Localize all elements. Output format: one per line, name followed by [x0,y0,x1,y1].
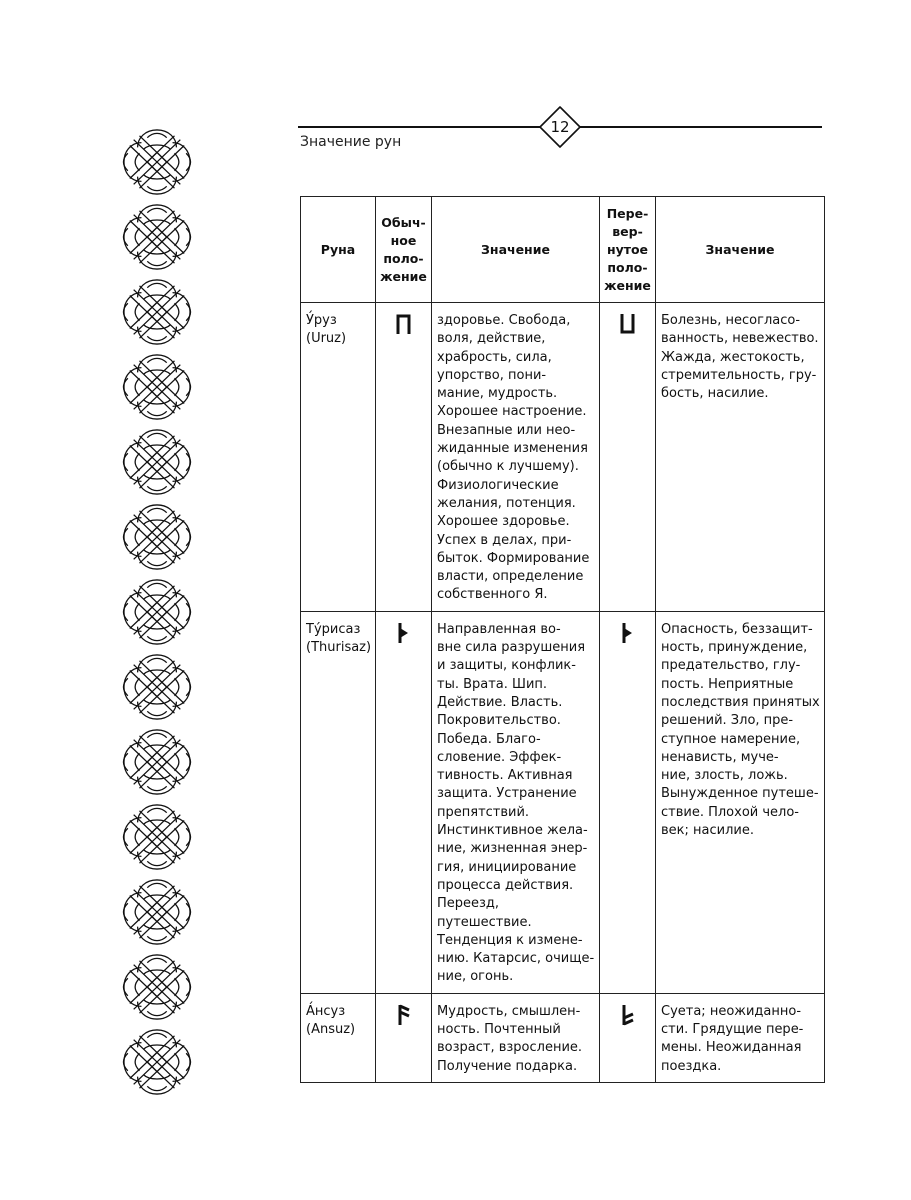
thurisaz-rune-icon [393,621,415,645]
celtic-knot-ornament-icon [118,653,196,721]
reversed-rune-cell [600,303,656,612]
reversed-rune-cell [600,611,656,993]
rune-name-cell [301,611,376,993]
upright-rune-cell [376,303,432,612]
uruz-reversed-rune-icon [617,312,639,336]
celtic-knot-ornament-icon [118,953,196,1021]
celtic-knot-ornament-icon [118,728,196,796]
table-row [301,611,825,993]
celtic-knot-ornament-icon [118,128,196,196]
rune-name: Ту́рисаз [306,621,361,637]
reversed-meaning: Суета; неожиданно- сти. Грядущие пере- мены. Неожиданная поездка. [656,993,825,1082]
celtic-knot-ornament-icon [118,503,196,571]
rune-name: У́руз [306,313,337,328]
celtic-knot-ornament-icon [118,578,196,646]
thurisaz-reversed-rune-icon [617,621,639,645]
column-header-reversed-meaning: Значение [656,197,825,303]
page-number: 12 [550,118,570,136]
reversed-rune-cell [600,993,656,1082]
upright-rune-cell [376,611,432,993]
running-title: Значение рун [300,134,402,150]
upright-rune-cell [376,993,432,1082]
column-header-upright-position: Обыч- ное поло- жение [376,197,432,303]
column-header-rune: Руна [301,197,376,303]
table-header-row [301,197,825,303]
rune-name-cell [301,993,376,1082]
table-row [301,993,825,1082]
table-row [301,303,825,612]
rune-name: А́нсуз [306,1003,346,1019]
celtic-knot-ornament-icon [118,428,196,496]
ansuz-reversed-rune-icon [617,1003,639,1027]
reversed-meaning: Опасность, беззащит- ность, принуждение, предательство, глу- пость. Неприятные последствия принятых решений. Зло, пре- ступное намерение, ненависть, муче- ние, злость, ложь. Вынужденное путеше- ствие. Плохой чело- век; насилие. [656,611,825,993]
upright-meaning: здоровье. Свобода, воля, действие, храбрость, сила, упорство, пони- мание, мудрость. Хорошее настроение. Внезапные или нео- жиданные изменения (обычно к лучшему). Физиологические желания, потенция. Хорошее здоровье. Успех в делах, при- быток. Формирование власти, определение собственного Я. [432,303,600,612]
upright-meaning: Мудрость, смышлен- ность. Почтенный возраст, взросление. Получение подарка. [432,993,600,1082]
rune-meanings-table [300,196,825,1083]
column-header-upright-meaning: Значение [432,197,600,303]
celtic-knot-ornament-icon [118,803,196,871]
celtic-knot-ornament-icon [118,878,196,946]
celtic-knot-ornament-icon [118,203,196,271]
rune-latin-name: (Uruz) [306,331,347,347]
rune-latin-name: (Ansuz) [306,1021,356,1037]
reversed-meaning: Болезнь, несогласо- ванность, невежество. Жажда, жестокость, стремительность, гру- бость, насилие. [656,303,825,612]
celtic-knot-border [118,128,198,1098]
rune-name-cell [301,303,376,612]
celtic-knot-ornament-icon [118,1028,196,1096]
celtic-knot-ornament-icon [118,278,196,346]
ansuz-rune-icon [393,1003,415,1027]
upright-meaning: Направленная во- вне сила разрушения и защиты, конфлик- ты. Врата. Шип. Действие. Власть. Покровительство. Победа. Благо- словение. Эффек- тивность. Активная защита. Устранение препятствий. Инстинктивное жела- ние, жизненная энер- гия, инициирование процесса действия. Переезд, путешествие. Тенденция к измене- нию. Катарсис, очище- ние, огонь. [432,611,600,993]
uruz-rune-icon [393,312,415,336]
rune-latin-name: (Thurisaz) [306,640,372,656]
column-header-reversed-position: Пере- вер- нутое поло- жение [600,197,656,303]
celtic-knot-ornament-icon [118,353,196,421]
